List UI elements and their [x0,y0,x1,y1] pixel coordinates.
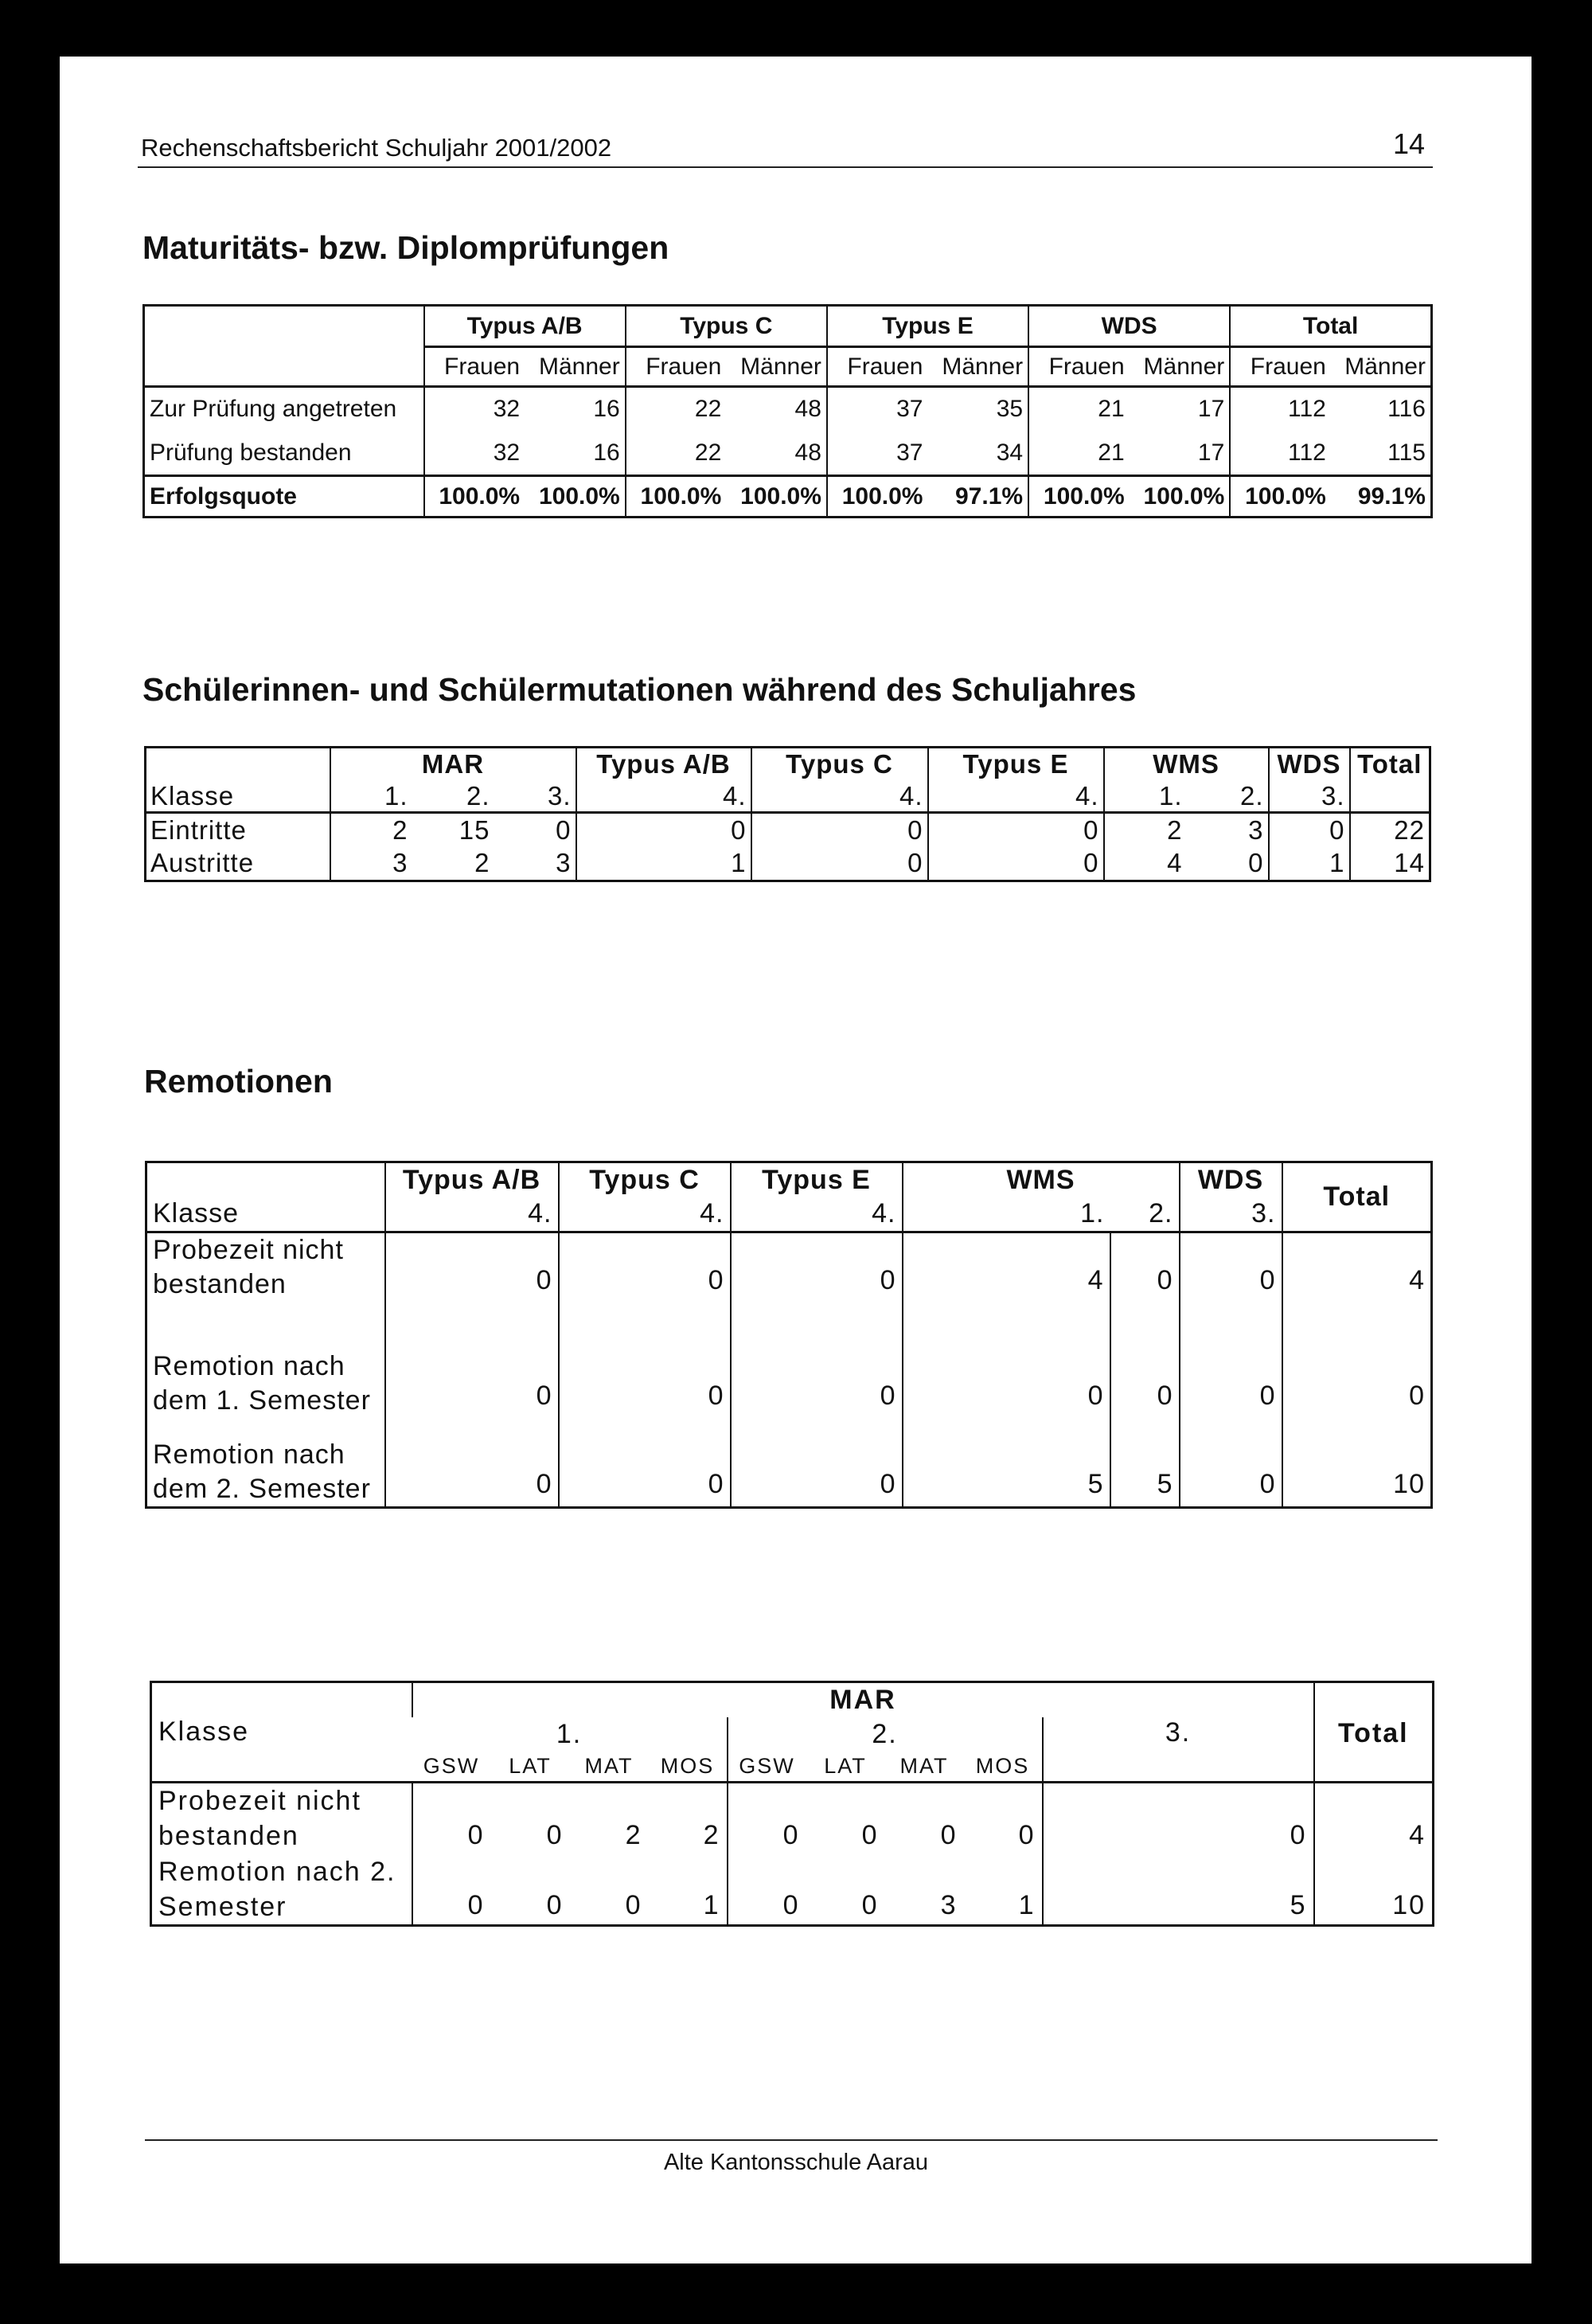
value-cell: 3 [556,848,572,878]
value-cell: 0 [1110,1328,1180,1418]
value-cell: 4 [1314,1783,1434,1854]
value-cell: 5 [1043,1854,1314,1926]
value-cell: 32 [424,387,525,432]
header-row [151,1682,1434,1717]
value-cell: 100.0% [1143,482,1225,510]
row-label [151,1783,412,1854]
class-number [1350,781,1430,813]
value-cell: 0 [576,813,751,847]
value-cell: 0 [559,1328,731,1418]
table-row [146,1418,1432,1508]
value-cell: 16 [525,432,626,476]
corner-cell [146,1162,385,1197]
class-number: 1. [330,781,412,813]
gender-header: Männer [1331,347,1432,387]
column-group-header: MAR [412,1682,1314,1717]
row-label-line: Semester [158,1891,287,1922]
class-row [146,781,1430,813]
value-cell: 0 [1269,813,1350,847]
subject-header: MOS [660,1754,715,1779]
value-cell: 22 [626,432,727,476]
binder-hole-icon [0,1433,35,1489]
subject-header: GSW [728,1752,806,1783]
section-title-mutationen: Schülerinnen- und Schülermutationen während des Schuljahres [142,671,1137,708]
gender-header: Frauen [626,347,727,387]
value-cell: 21 [1028,387,1130,432]
page-number: 14 [1393,127,1426,160]
value-cell: 1 [1269,847,1350,881]
gender-header: Männer [726,347,827,387]
value-cell: 17 [1130,432,1231,476]
row-label-line: Remotion nach [153,1439,345,1470]
value-cell: 0 [731,1418,903,1508]
table-row [144,387,1432,432]
value-cell: 34 [927,432,1028,476]
row-label: Erfolgsquote [150,482,297,510]
column-group-header: WDS [1180,1162,1282,1197]
gender-header: Frauen [424,347,525,387]
value-cell: 37 [827,387,928,432]
value-cell: 4 [903,1232,1110,1328]
corner-cell [144,306,424,387]
row-label: Zur Prüfung angetreten [150,396,397,423]
column-group-header: Typus A/B [424,306,626,347]
row-label [146,1418,385,1508]
value-cell: 100.0% [1230,476,1331,518]
row-header: Klasse [150,780,235,810]
value-cell: 0 [751,847,928,881]
value-cell: 0 [940,1819,958,1850]
class-number: 4. [576,781,751,813]
subject-header: GSW [423,1754,480,1779]
header-row [146,1162,1432,1197]
subject-header: MOS [975,1754,1030,1779]
table-row [144,476,1432,518]
section-title-remotionen: Remotionen [144,1063,333,1100]
value-cell: 3 [330,847,412,881]
table-row [146,847,1430,881]
binder-hole-icon [0,828,35,884]
value-cell: 10 [1282,1418,1432,1508]
column-group-header: Typus C [751,748,928,781]
table-row [151,1783,1434,1854]
value-cell: 100.0% [626,476,727,518]
row-label: Prüfung bestanden [144,432,424,476]
value-cell: 112 [1230,387,1331,432]
value-cell: 10 [1314,1854,1434,1926]
subject-header: LAT [824,1754,867,1779]
value-cell: 0 [385,1418,559,1508]
value-cell: 35 [996,396,1024,423]
class-number: 2. [1149,1198,1173,1229]
value-cell: 0 [1248,848,1264,878]
value-cell: 32 [424,432,525,476]
class-number: 2. [1239,780,1264,810]
value-cell: 4 [1104,847,1187,881]
value-cell: 0 [1110,1232,1180,1328]
value-cell: 0 [1018,1819,1036,1850]
class-number: 3. [1269,781,1350,813]
remotions-table [145,1161,1433,1509]
table-row [146,1328,1432,1418]
value-cell: 100.0% [538,482,620,510]
column-group-header: Typus A/B [385,1162,559,1197]
value-cell: 22 [626,387,727,432]
value-cell: 1 [576,847,751,881]
gender-header: Frauen [1028,347,1130,387]
value-cell: 0 [861,1819,879,1850]
class-number: 4. [928,781,1104,813]
column-group-header: Typus A/B [576,748,751,781]
value-cell: 2 [474,848,490,878]
value-cell: 1 [703,1889,720,1920]
gender-header: Männer [927,347,1028,387]
column-group-header: WDS [1028,306,1230,347]
column-group-header: WMS [1104,748,1269,781]
value-cell: 0 [556,814,572,845]
column-group-header: Typus C [626,306,827,347]
class-number: 3. [547,780,572,810]
header-row [146,748,1430,781]
column-group-header: Typus E [928,748,1104,781]
column-group-header: Typus E [731,1162,903,1197]
value-cell: 0 [559,1232,731,1328]
row-label: Eintritte [150,814,247,845]
class-number: 4. [731,1197,903,1232]
value-cell: 14 [1350,847,1430,881]
exam-results-table [142,304,1433,518]
row-label-line: dem 1. Semester [153,1385,371,1416]
column-group-header: Typus E [827,306,1028,347]
footer-text: Alte Kantonsschule Aarau [663,2150,929,2175]
subject-header: LAT [509,1754,552,1779]
value-cell: 2 [330,813,412,847]
value-cell: 112 [1230,432,1331,476]
row-label-line: bestanden [153,1269,287,1299]
table-row [151,1854,1434,1926]
value-cell: 3 [1248,814,1264,845]
value-cell: 0 [559,1418,731,1508]
row-label-line: Probezeit nicht [158,1786,361,1817]
value-cell: 0 [928,813,1104,847]
value-cell: 100.0% [424,476,525,518]
value-cell: 0 [385,1328,559,1418]
class-number: 3. [1180,1197,1282,1232]
mar-remotions-table [150,1681,1434,1927]
value-cell: 0 [903,1328,1110,1418]
value-cell: 5 [1110,1418,1180,1508]
value-cell: 100.0% [1028,476,1130,518]
gender-header: Frauen [1230,347,1331,387]
header-row [144,306,1432,347]
class-number: 1. [1104,781,1187,813]
row-label: Austritte [150,848,255,878]
row-label-line: Remotion nach [153,1350,345,1381]
class-number: 3. [1043,1717,1314,1783]
value-cell: 100.0% [827,476,928,518]
corner-cell [146,748,330,781]
value-cell: 37 [827,432,928,476]
value-cell: 16 [593,396,620,423]
value-cell: 116 [1387,396,1426,423]
class-row [146,1197,1432,1232]
value-cell: 115 [1331,432,1432,476]
value-cell: 97.1% [955,482,1024,510]
row-label [146,1328,385,1418]
value-cell: 0 [861,1889,879,1920]
subject-header: MAT [584,1754,634,1779]
class-number: 4. [385,1197,559,1232]
value-cell: 0 [928,847,1104,881]
row-header: Klasse [158,1717,250,1747]
value-cell: 0 [546,1819,564,1850]
class-number: 4. [751,781,928,813]
value-cell: 1 [1018,1889,1036,1920]
value-cell: 0 [751,813,928,847]
value-cell: 4 [1282,1232,1432,1328]
value-cell: 100.0% [740,482,821,510]
value-cell: 0 [1180,1418,1282,1508]
section-title-maturitaet: Maturitäts- bzw. Diplomprüfungen [142,229,669,266]
row-label-line: Probezeit nicht [153,1235,344,1265]
value-cell: 21 [1028,432,1130,476]
value-cell: 2 [1104,813,1187,847]
row-header: Klasse [153,1198,240,1229]
column-group-header: Typus C [559,1162,731,1197]
value-cell: 0 [731,1232,903,1328]
row-label [151,1854,412,1926]
value-cell: 0 [1282,1328,1432,1418]
running-header: Rechenschaftsbericht Schuljahr 2001/2002 [141,134,612,162]
value-cell: 2 [703,1819,720,1850]
class-number: 2. [466,780,490,810]
value-cell: 22 [1350,813,1430,847]
value-cell: 0 [1043,1783,1314,1854]
value-cell: 5 [903,1418,1110,1508]
row-label-line: Remotion nach 2. [158,1856,396,1887]
column-group-header: Total [1230,306,1431,347]
gender-header: Männer [1130,347,1231,387]
total-header: Total [1314,1682,1434,1783]
column-group-header: Total [1282,1162,1432,1232]
value-cell: 2 [625,1819,642,1850]
subject-header: MAT [899,1754,949,1779]
column-group-header: MAR [330,748,576,781]
class-number: 4. [559,1197,731,1232]
value-cell: 17 [1197,396,1225,423]
column-group-header: WDS [1269,748,1350,781]
class-number: 1. [556,1719,583,1749]
gender-header: Männer [525,347,626,387]
value-cell: 0 [412,1783,491,1854]
column-group-header: Total [1350,748,1430,781]
row-label [146,1232,385,1328]
value-cell: 0 [625,1889,642,1920]
mutations-table [144,746,1431,882]
value-cell: 48 [794,396,821,423]
table-row [144,432,1432,476]
value-cell: 0 [728,1854,806,1926]
value-cell: 0 [731,1328,903,1418]
row-label-line: bestanden [158,1821,299,1852]
value-cell: 0 [1180,1328,1282,1418]
value-cell: 0 [728,1783,806,1854]
gender-header: Frauen [827,347,928,387]
class-number: 1. [903,1197,1110,1232]
value-cell: 0 [412,1854,491,1926]
table-row [146,1232,1432,1328]
column-group-header: WMS [903,1162,1180,1197]
value-cell: 48 [726,432,827,476]
value-cell: 0 [385,1232,559,1328]
table-row [146,813,1430,847]
row-label-line: dem 2. Semester [153,1474,371,1504]
header-rule [138,166,1433,168]
value-cell: 99.1% [1357,482,1426,510]
value-cell: 3 [940,1889,958,1920]
class-number: 2. [728,1717,1043,1752]
value-cell: 15 [458,814,490,845]
value-cell: 0 [1180,1232,1282,1328]
footer-rule [145,2139,1438,2141]
value-cell: 0 [546,1889,564,1920]
